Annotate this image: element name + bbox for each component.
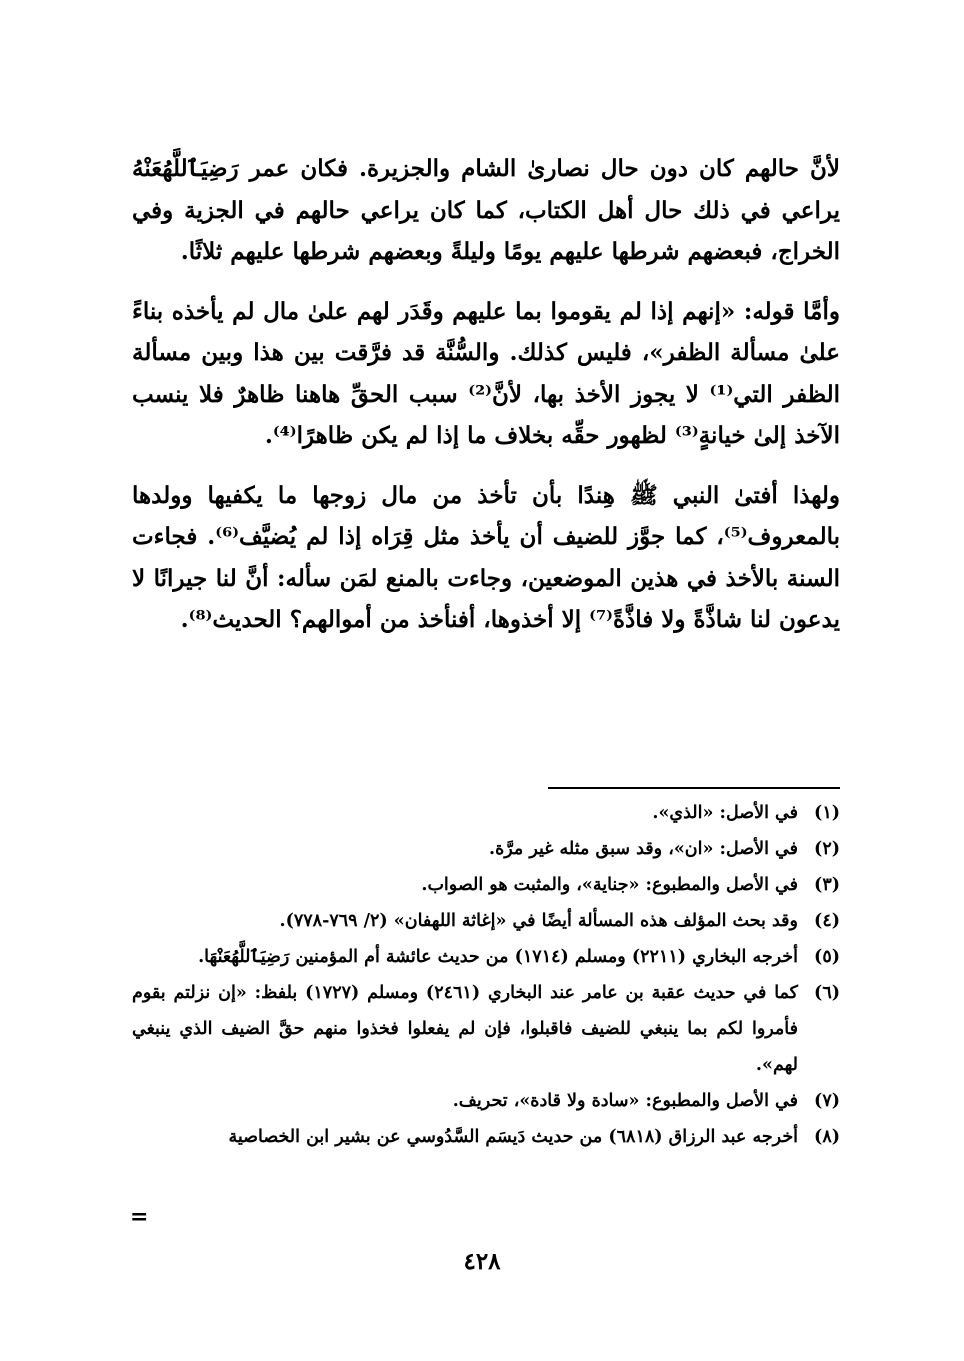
- footnote-number: (٤): [814, 911, 840, 931]
- footnote: [132, 1083, 840, 1119]
- footnote: [132, 1119, 840, 1155]
- footnote-text: كما في حديث عقبة بن عامر عند البخاري (٢٤٦١) ومسلم (١٧٢٧) بلفظ: «إن نزلتم بقوم فأمروا لكم بما ينبغي للضيف فاقبلوا، فإن لم يفعلوا فخذوا منهم حقَّ الضيف الذي ينبغي لهم».: [132, 983, 798, 1075]
- footnote: [132, 939, 840, 975]
- footnote-text: في الأصل والمطبوع: «سادة ولا قادة»، تحريف.: [452, 1091, 798, 1111]
- footnote-text: وقد بحث المؤلف هذه المسألة أيضًا في «إغاثة اللهفان» (٢/ ٧٦٩-٧٧٨).: [279, 911, 798, 931]
- footnote: [132, 831, 840, 867]
- footnote-number: (٥): [814, 947, 840, 967]
- paragraph: وأمَّا قوله: «إنهم إذا لم يقوموا بما عليهم وقَدَر لهم علىٰ مال لم يأخذه بناءً علىٰ مسألة الظفر»، فليس كذلك. والسُّنَّة قد فرَّقت بين هذا وبين مسألة الظفر التي⁽¹⁾ لا يجوز الأخذ بها، لأنَّ⁽²⁾ سبب الحقِّ هاهنا ظاهرٌ فلا ينسب الآخذ إلىٰ خيانةٍ⁽³⁾ لظهور حقِّه بخلاف ما إذا لم يكن ظاهرًا⁽⁴⁾.: [132, 297, 840, 449]
- footnote-text: أخرجه عبد الرزاق (٦٨١٨) من حديث دَيسَم السَّدُوسي عن بشير ابن الخصاصية: [228, 1127, 798, 1147]
- footnote-text: في الأصل: «ان»، وقد سبق مثله غير مرَّة.: [488, 839, 798, 859]
- continuation-mark: =: [130, 1204, 149, 1230]
- footnote-text: أخرجه البخاري (٢٢١١) ومسلم (١٧١٤) من حديث عائشة أم المؤمنين رَضِيَٱللَّهُعَنْهَا.: [198, 947, 798, 967]
- footnote-text: في الأصل: «الذي».: [652, 803, 798, 823]
- page-number: ٤٢٨: [463, 1248, 501, 1275]
- paragraph: ولهذا أفتىٰ النبي ﷺ هِندًا بأن تأخذ من مال زوجها ما يكفيها وولدها بالمعروف⁽⁵⁾، كما جوَّز للضيف أن يأخذ مثل قِرَاه إذا لم يُضيَّف⁽⁶⁾. فجاءت السنة بالأخذ في هذين الموضعين، وجاءت بالمنع لمَن سأله: أنَّ لنا جيرانًا لا يدعون لنا شاذَّةً ولا فاذَّةً⁽⁷⁾ إلا أخذوها، أفنأخذ من أموالهم؟ الحديث⁽⁸⁾.: [132, 481, 840, 633]
- footnote: [132, 975, 840, 1083]
- footnote-number: (٧): [814, 1091, 840, 1111]
- footnote-number: (١): [814, 803, 840, 823]
- paragraph: لأنَّ حالهم كان دون حال نصارىٰ الشام والجزيرة. فكان عمر رَضِيَٱللَّهُعَنْهُ يراعي في ذلك حال أهل الكتاب، كما كان يراعي حالهم في الجزية وفي الخراج، فبعضهم شرطها عليهم يومًا وليلةً وبعضهم شرطها عليهم ثلاثًا.: [132, 155, 840, 265]
- footnote-number: (٣): [814, 875, 840, 895]
- footnote-number: (٦): [814, 983, 840, 1003]
- footnote-text: في الأصل والمطبوع: «جناية»، والمثبت هو الصواب.: [421, 875, 798, 895]
- footnote-number: (٨): [814, 1127, 840, 1147]
- footnotes-list: [132, 795, 840, 1155]
- main-text: [132, 148, 840, 659]
- footnote: [132, 867, 840, 903]
- footnote-divider: [548, 787, 840, 789]
- footnote: [132, 903, 840, 939]
- footnote: [132, 795, 840, 831]
- footnote-number: (٢): [814, 839, 840, 859]
